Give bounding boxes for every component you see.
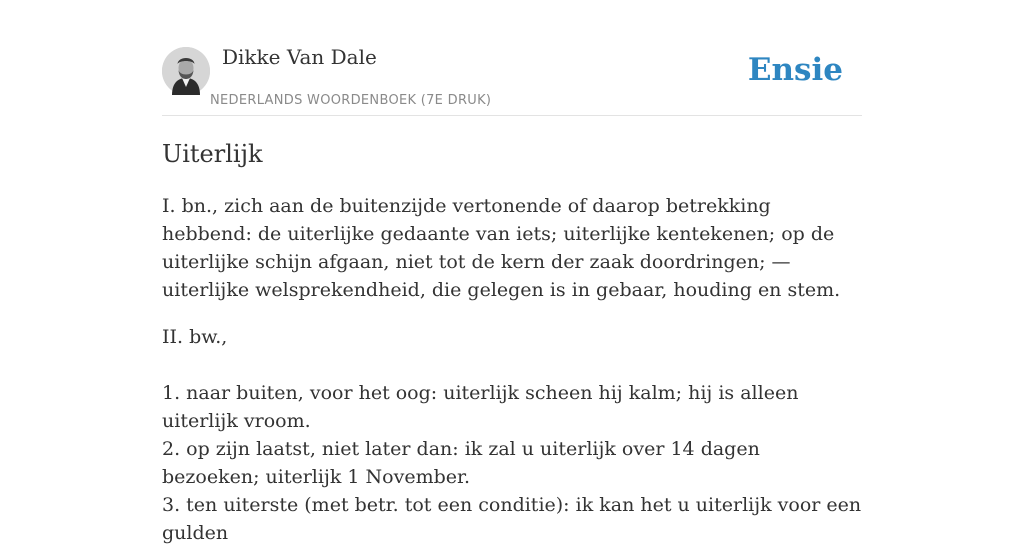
entry-paragraph: I. bn., zich aan de buitenzijde vertonende of daarop betrekking hebbend: de uiterlijke gedaante van iets; uiterlijke kentekenen; op de uiterlijke schijn afgaan, niet tot de kern der zaak doordringen; — uiterlijke welsprekendheid, die gelegen is in gebaar, houding en stem. [162,195,841,301]
definition-item-3: 3. ten uiterste (met betr. tot een conditie): ik kan het u uiterlijk voor een gulden [162,494,862,544]
entry-content [162,192,862,547]
author-avatar[interactable] [162,47,210,95]
page [162,0,862,544]
brand-logo[interactable]: Ensie [747,52,843,88]
portrait-icon [162,47,210,95]
author-name[interactable]: Dikke Van Dale [222,45,377,69]
definition-item-2: 2. op zijn laatst, niet later dan: ik zal u uiterlijk over 14 dagen bezoeken; uiterlijk 1 November. [162,438,760,488]
header [162,0,862,116]
definition-item-1: 1. naar buiten, voor het oog: uiterlijk scheen hij kalm; hij is alleen uiterlijk vroom. [162,382,799,432]
entry-title: Uiterlijk [162,140,263,168]
section-heading: II. bw., [162,326,228,348]
source-label[interactable]: NEDERLANDS WOORDENBOEK (7E DRUK) [210,93,492,108]
